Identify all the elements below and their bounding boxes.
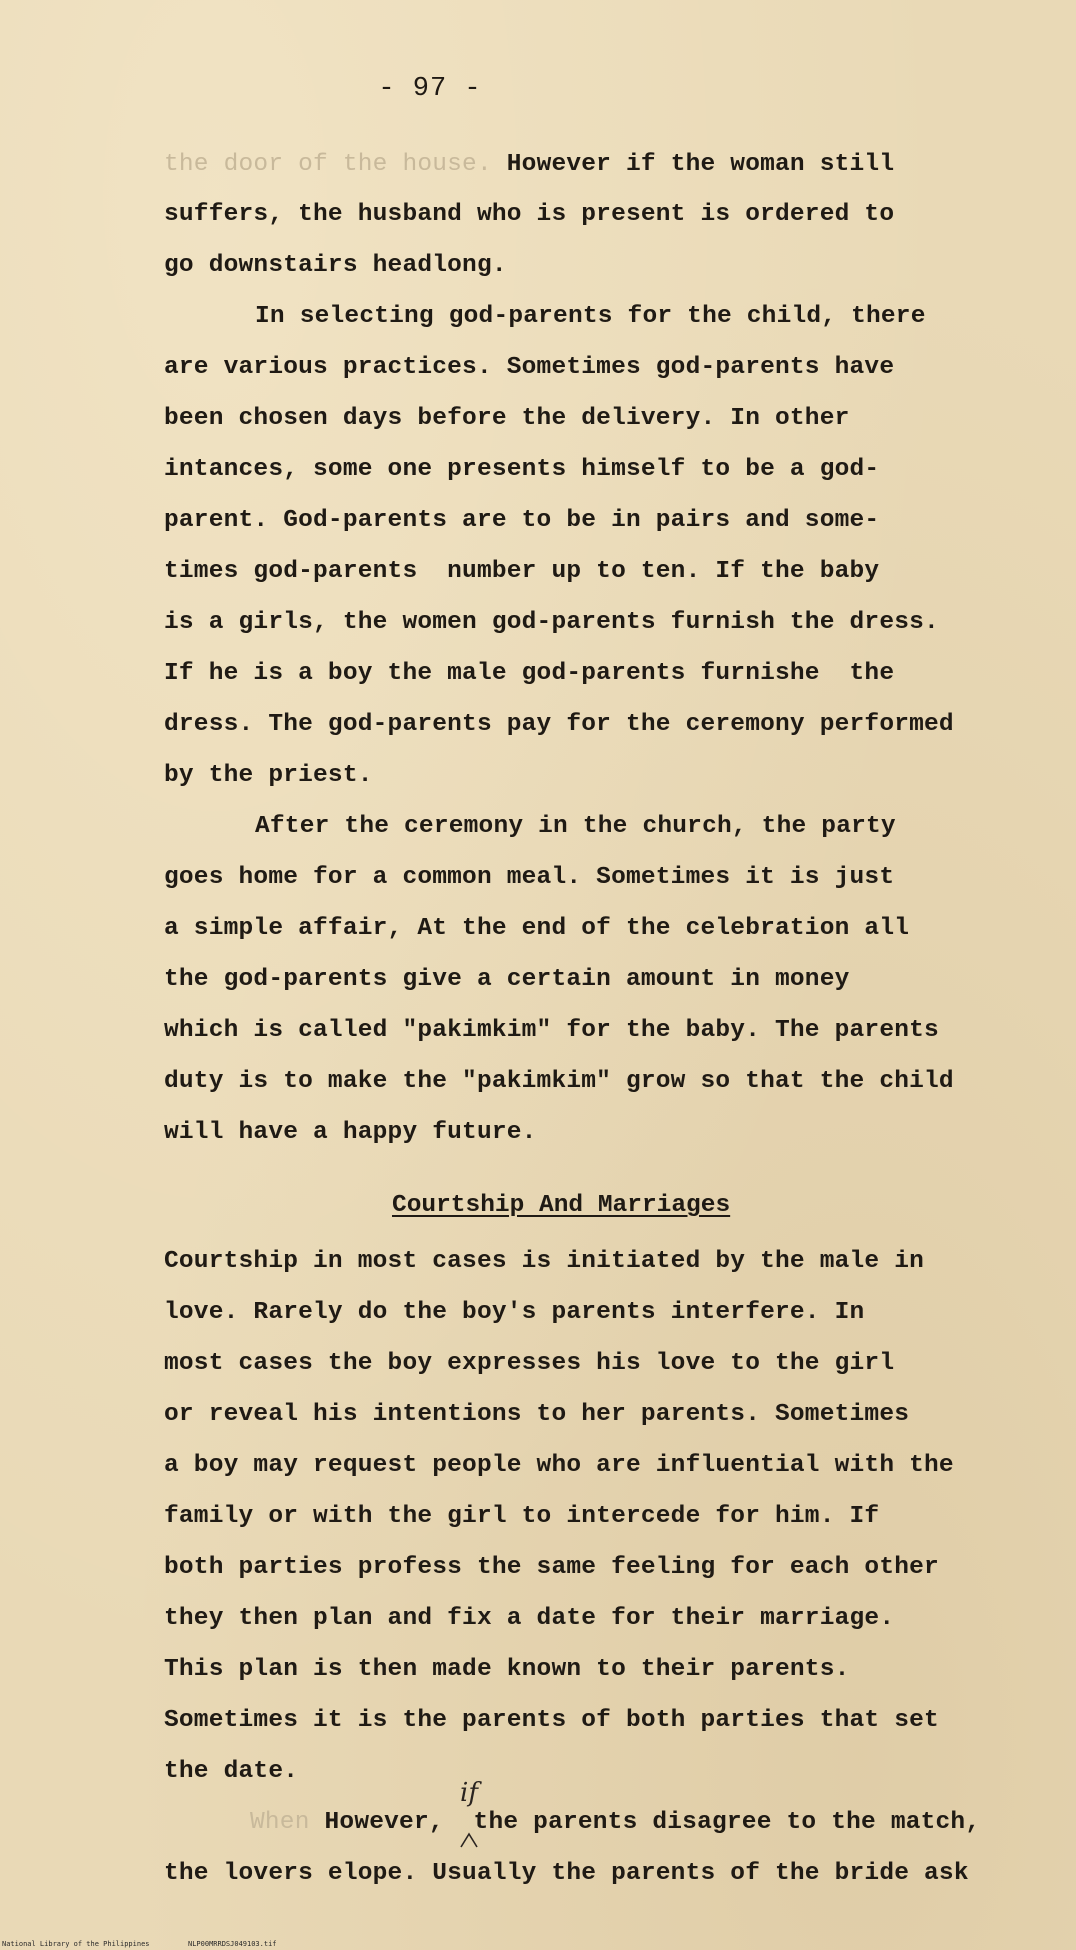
text-line: goes home for a common meal. Sometimes it is just bbox=[164, 864, 895, 891]
text-line: intances, some one presents himself to be a god- bbox=[164, 456, 880, 483]
text-line: In selecting god-parents for the child, there bbox=[255, 303, 926, 330]
footer-file-name: NLP00MRRDSJ049103.tif bbox=[188, 1940, 277, 1948]
text-line: Sometimes it is the parents of both parties that set bbox=[164, 1707, 939, 1734]
text-line: This plan is then made known to their parents. bbox=[164, 1656, 850, 1683]
caret-mark bbox=[460, 1832, 478, 1848]
text-line: by the priest. bbox=[164, 762, 373, 789]
text-line: times god-parents number up to ten. If the baby bbox=[164, 558, 880, 585]
text-line: will have a happy future. bbox=[164, 1119, 537, 1146]
text-line: Courtship in most cases is initiated by the male in bbox=[164, 1248, 925, 1275]
text-line: are various practices. Sometimes god-parents have bbox=[164, 354, 895, 381]
text-line: family or with the girl to intercede for him. If bbox=[164, 1503, 880, 1530]
text-line: love. Rarely do the boy's parents interfere. In bbox=[164, 1299, 865, 1326]
text-line: the god-parents give a certain amount in money bbox=[164, 966, 850, 993]
text-line: they then plan and fix a date for their marriage. bbox=[164, 1605, 895, 1632]
text-line: a simple affair, At the end of the celebration all bbox=[164, 915, 910, 942]
text-line bbox=[164, 150, 894, 180]
line-text: However, the parents disagree to the match, bbox=[309, 1809, 981, 1836]
line-text: However if the woman still bbox=[491, 151, 895, 178]
footer-library-label: National Library of the Philippines bbox=[2, 1940, 150, 1948]
text-line: go downstairs headlong. bbox=[164, 252, 507, 279]
text-line: dress. The god-parents pay for the ceremony performed bbox=[164, 711, 954, 738]
text-line: After the ceremony in the church, the party bbox=[255, 813, 896, 840]
handwritten-insert: if bbox=[460, 1778, 478, 1808]
text-line: parent. God-parents are to be in pairs and some- bbox=[164, 507, 880, 534]
text-line: which is called "pakimkim" for the baby. The parents bbox=[164, 1017, 939, 1044]
page-number: - 97 - bbox=[378, 74, 482, 104]
faded-text: When bbox=[250, 1809, 310, 1836]
text-line bbox=[250, 1808, 980, 1838]
text-line: the date. bbox=[164, 1758, 299, 1785]
text-line: a boy may request people who are influential with the bbox=[164, 1452, 954, 1479]
text-line: is a girls, the women god-parents furnish the dress. bbox=[164, 609, 939, 636]
text-line: both parties profess the same feeling for each other bbox=[164, 1554, 939, 1581]
text-line: If he is a boy the male god-parents furnishe the bbox=[164, 660, 895, 687]
text-line: most cases the boy expresses his love to the girl bbox=[164, 1350, 895, 1377]
text-line: or reveal his intentions to her parents. Sometimes bbox=[164, 1401, 910, 1428]
text-line: the lovers elope. Usually the parents of the bride ask bbox=[164, 1860, 969, 1887]
text-line: duty is to make the "pakimkim" grow so that the child bbox=[164, 1068, 954, 1095]
text-line: suffers, the husband who is present is ordered to bbox=[164, 201, 895, 228]
faded-text: the door of the house. bbox=[164, 151, 492, 178]
section-heading: Courtship And Marriages bbox=[392, 1192, 731, 1219]
text-line: been chosen days before the delivery. In other bbox=[164, 405, 850, 432]
